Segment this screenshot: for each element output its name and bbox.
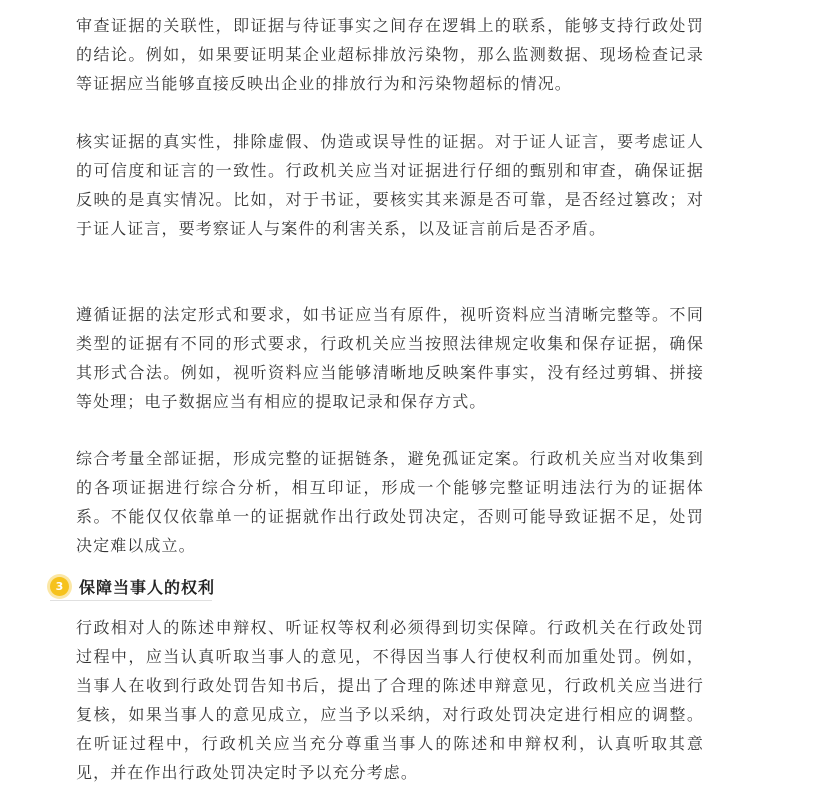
section-heading <box>50 571 215 601</box>
paragraph-party-rights: 行政相对人的陈述申辩权、听证权等权利必须得到切实保障。行政机关在行政处罚过程中，应当认真听取当事人的意见，不得因当事人行使权利而加重处罚。例如，当事人在收到行政处罚告知书后，提出了合理的陈述申辩意见，行政机关应当进行复核，如果当事人的意见成立，应当予以采纳，对行政处罚决定进行相应的调整。在听证过程中，行政机关应当充分尊重当事人的陈述和申辩权利，认真听取其意见，并在作出行政处罚决定时予以充分考虑。 <box>76 618 704 782</box>
section-title: 保障当事人的权利 <box>79 577 216 597</box>
paragraph-evidence-chain: 综合考量全部证据，形成完整的证据链条，避免孤证定案。行政机关应当对收集到的各项证据进行综合分析，相互印证，形成一个能够完整证明违法行为的证据体系。不能仅仅依靠单一的证据就作出行政处罚决定，否则可能导致证据不足，处罚决定难以成立。 <box>76 449 704 555</box>
paragraph-relevance: 审查证据的关联性，即证据与待证事实之间存在逻辑上的联系，能够支持行政处罚的结论。例如，如果要证明某企业超标排放污染物，那么监测数据、现场检查记录等证据应当能够直接反映出企业的排放行为和污染物超标的情况。 <box>76 16 704 93</box>
paragraph-authenticity: 核实证据的真实性，排除虚假、伪造或误导性的证据。对于证人证言，要考虑证人的可信度和证言的一致性。行政机关应当对证据进行仔细的甄别和审查，确保证据反映的是真实情况。比如，对于书证，要核实其来源是否可靠，是否经过篡改；对于证人证言，要考察证人与案件的利害关系，以及证言前后是否矛盾。 <box>76 132 704 238</box>
section-number-badge: 3 <box>50 577 69 596</box>
paragraph-legal-form: 遵循证据的法定形式和要求，如书证应当有原件，视听资料应当清晰完整等。不同类型的证据有不同的形式要求，行政机关应当按照法律规定收集和保存证据，确保其形式合法。例如，视听资料应当能够清晰地反映案件事实，没有经过剪辑、拼接等处理；电子数据应当有相应的提取记录和保存方式。 <box>76 305 704 411</box>
section-underline <box>50 600 212 601</box>
